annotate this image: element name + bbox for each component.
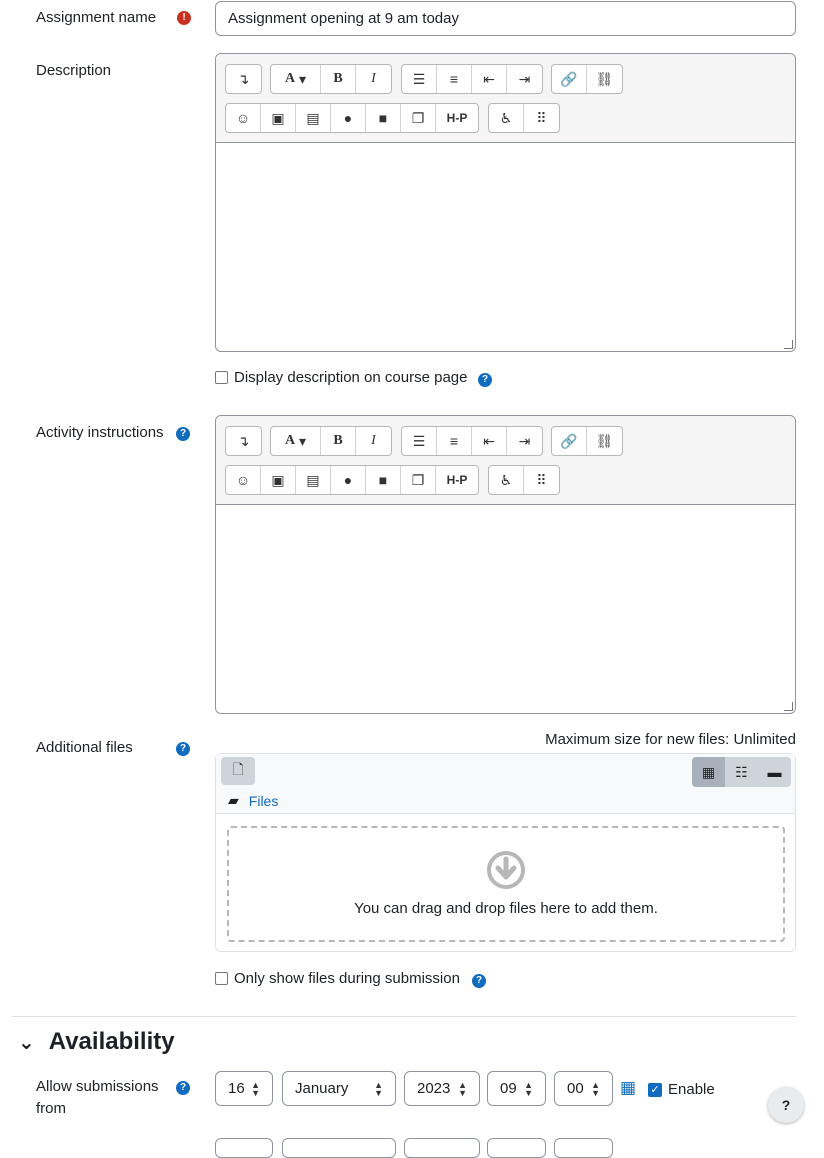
hour-select[interactable]: 09 ▲ ▼ [487,1071,546,1106]
record-video-icon[interactable]: ■ [366,466,401,494]
emoji-icon[interactable]: ☺ [226,466,261,494]
media-icon[interactable]: ▤ [296,104,331,132]
availability-header[interactable] [18,1028,175,1056]
font-style-icon[interactable]: A ▾ [271,65,321,93]
file-manager [215,753,796,952]
ordered-list-icon[interactable]: ≡ [437,427,472,455]
h5p-icon[interactable]: H-P [446,111,468,125]
unordered-list-icon[interactable]: ☰ [402,65,437,93]
ordered-list-icon[interactable]: ≡ [437,65,472,93]
screenreader-helper-icon[interactable]: ⠿ [536,109,547,126]
italic-icon[interactable]: I [371,433,376,448]
record-audio-icon[interactable]: ● [331,466,366,494]
media-icon[interactable]: ▤ [296,466,331,494]
only-show-files-checkbox[interactable] [215,972,228,985]
link-icon[interactable]: 🔗 [552,427,587,455]
files-folder-link[interactable]: Files [248,792,279,809]
add-file-icon[interactable]: 🗋 [221,757,255,785]
due-year-select[interactable] [404,1138,480,1158]
only-show-files-help-icon[interactable]: ? [472,974,486,988]
record-audio-icon[interactable]: ● [331,104,366,132]
screenreader-helper-icon[interactable]: ⠿ [536,471,547,488]
chevron-down-icon[interactable]: ⌄ [18,1031,35,1054]
additional-files-label: Additional files [36,739,133,756]
font-style-icon[interactable]: A ▾ [271,427,321,455]
required-exclamation-icon: ! [177,11,191,25]
icons-view-icon[interactable]: ▦ [692,757,725,787]
tree-view-icon[interactable]: ▬ [758,757,791,787]
paragraph-icon[interactable]: ↴ [237,70,250,87]
day-select[interactable]: 16 ▲ ▼ [215,1071,273,1106]
due-minute-select[interactable] [554,1138,613,1158]
floating-help-button[interactable]: ? [768,1087,804,1123]
minute-select[interactable]: 00 ▲ ▼ [554,1071,613,1106]
additional-files-help-icon[interactable]: ? [176,742,190,756]
emoji-icon[interactable]: ☺ [226,104,261,132]
manage-files-icon[interactable]: ❐ [401,466,436,494]
select-arrows-icon: ▲ ▼ [524,1079,533,1098]
activity-instructions-editor-toolbar [216,416,795,505]
enable-row [648,1081,715,1098]
indent-icon[interactable]: ⇥ [518,70,531,87]
record-video-icon[interactable]: ■ [366,104,401,132]
only-show-files-row [215,970,460,987]
only-show-files-label: Only show files during submission [234,970,460,987]
activity-instructions-editor[interactable] [215,415,796,714]
manage-files-icon[interactable]: ❐ [401,104,436,132]
image-icon[interactable]: ▣ [261,466,296,494]
accessibility-checker-icon[interactable]: ♿ [489,104,524,132]
due-hour-select[interactable] [487,1138,546,1158]
list-view-icon[interactable]: ☷ [725,757,758,787]
h5p-icon[interactable]: H-P [446,473,468,487]
activity-instructions-help-icon[interactable]: ? [176,427,190,441]
description-label: Description [36,62,112,79]
unlink-icon[interactable]: ⛓ [595,70,614,87]
allow-from-label-line2: from [36,1100,66,1117]
enable-label: Enable [668,1081,715,1098]
italic-icon[interactable]: I [371,71,376,86]
year-select[interactable]: 2023 ▲ ▼ [404,1071,480,1106]
folder-icon: ▰ [228,792,239,808]
calendar-icon[interactable]: ▦ [620,1078,637,1097]
description-editor[interactable] [215,53,796,352]
allow-from-label-line1: Allow submissions [36,1078,159,1095]
select-arrows-icon: ▲ ▼ [374,1079,383,1098]
select-arrows-icon: ▲ ▼ [458,1079,467,1098]
outdent-icon[interactable]: ⇤ [472,427,507,455]
bold-icon[interactable]: B [321,65,356,93]
availability-title: Availability [48,1028,175,1055]
link-icon[interactable]: 🔗 [552,65,587,93]
display-description-label: Display description on course page [234,369,468,386]
select-arrows-icon: ▲ ▼ [591,1079,600,1098]
assignment-name-input[interactable] [215,1,796,36]
download-arrow-icon [229,850,783,890]
allow-from-help-icon[interactable]: ? [176,1081,190,1095]
unlink-icon[interactable]: ⛓ [595,432,614,449]
view-switcher [692,757,791,787]
section-divider [12,1016,796,1017]
activity-instructions-content-area[interactable] [216,505,795,713]
accessibility-checker-icon[interactable]: ♿ [489,466,524,494]
paragraph-icon[interactable]: ↴ [237,432,250,449]
outdent-icon[interactable]: ⇤ [472,65,507,93]
due-day-select[interactable] [215,1138,273,1158]
bold-icon[interactable]: B [321,427,356,455]
due-month-select[interactable] [282,1138,396,1158]
select-arrows-icon: ▲ ▼ [251,1079,260,1098]
enable-checkbox[interactable]: ✓ [648,1083,662,1097]
indent-icon[interactable]: ⇥ [518,432,531,449]
image-icon[interactable]: ▣ [261,104,296,132]
unordered-list-icon[interactable]: ☰ [402,427,437,455]
breadcrumb [228,792,278,809]
display-description-row [215,369,467,386]
drop-instructions: You can drag and drop files here to add them. [354,900,658,917]
display-description-help-icon[interactable]: ? [478,373,492,387]
assignment-name-label: Assignment name [36,9,157,26]
file-dropzone[interactable] [227,826,785,942]
description-editor-toolbar [216,54,795,143]
display-description-checkbox[interactable] [215,371,228,384]
activity-instructions-label: Activity instructions [36,424,164,441]
max-size-text: Maximum size for new files: Unlimited [545,731,796,748]
month-select[interactable]: January ▲ ▼ [282,1071,396,1106]
description-content-area[interactable] [216,143,795,351]
